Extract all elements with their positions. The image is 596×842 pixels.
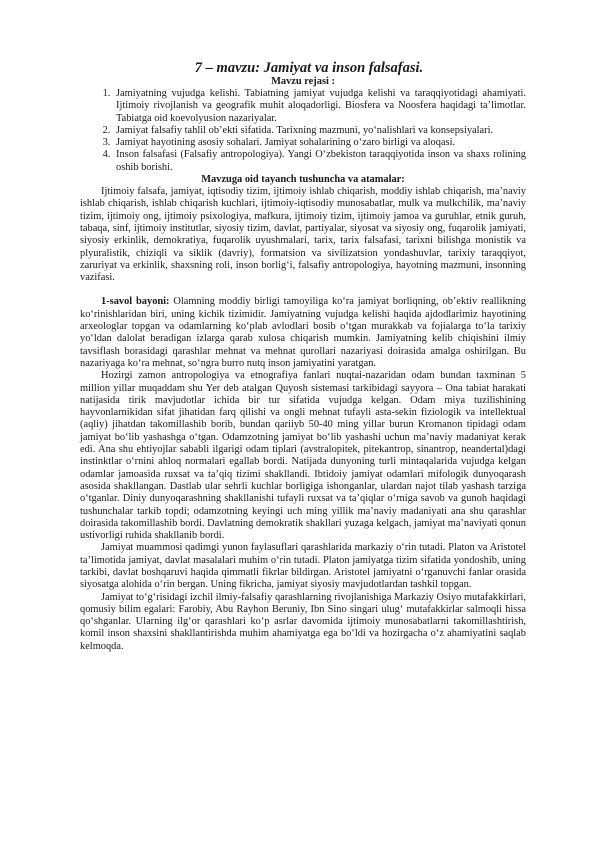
concepts-paragraph: Ijtimoiy falsafa, jamiyat, iqtisodiy tizim, ijtimoiy ishlab chiqarish, moddiy ishlab chiqarish, ma’naviy ishlab chiqarish, ishlab chiqarish kuchlari, ijtimoiy-iqtisodiy munosabatlar, mulk va mulkchilik, ma’naviy tizim, ijtimoiy ong, ijtimoiy psixologiya, mafkura, ijtimoiy tizim, ijtimoiy jamoa va guruhlar, etnik guruh, tabaqa, sinf, ijtimoiy institutlar, siyosiy tizim, davlat, partiyalar, siyosat va siyosiy ong, fuqarolik jamiyati, siyosiy erkinlik, demokratiya, fuqarolik uyushmalari, tarix, tarix falsafasi, tarixni bilishga monistik va plyuralistik, chiziqli va siklik (davriy), formatsion va sivilizatsion yondashuvlar, tarixiy taraqqiyot, zaruriyat va erkinlik, shaxsning roli, inson borlig‘i, falsafiy antropologiya, hayotning mazmuni, insonning vazifasi. [80,186,526,284]
plan-item: 4. Inson falsafasi (Falsafiy antropologiya). Yangi O‘zbekiston taraqqiyotida inson va shaxs rolining oshib borishi. [113,149,526,174]
concepts-heading: Mavzuga oid tayanch tushuncha va atamalar: [201,174,405,186]
plan-heading: Mavzu rejasi : [271,76,335,87]
plan-item: 3. Jamiyat hayotining asosiy sohalari. Jamiyat sohalarining o‘zaro birligi va aloqasi. [113,137,526,149]
body-paragraph-4: Jamiyat to‘g‘risidagi izchil ilmiy-falsafiy qarashlarning rivojlanishiga Markaziy Osiyo mutafakkirlari, qomusiy bilim egalari: Farobiy, Abu Rayhon Beruniy, Ibn Sino singari ulug‘ mutafakkirlar salmoqli hissa qo‘shganlar. Ularning ilg‘or qarashlari ko‘p asrlar davomida ijtimoiy munosabatlarni takomillashtirish, komil inson shaxsini shakllantirishda muhim ahamiyatga ega bo‘ldi va hozirgacha o‘z ahamiyatini saqlab kelmoqda. [80,591,526,652]
body-paragraph-2: Hozirgi zamon antropologiya va etnografiya fanlari nuqtai-nazaridan odam bundan taxminan 5 million yillar muqaddam shu Yer deb atalgan Quyosh sistemasi tarkibidagi sayyora – Ona tabiat harakati natijasida tirik mavjudotlar ichida bir tur sifatida vujudga kelgan. Odam miya tuzilishining hayvonlarnikidan sifat jihatidan farq qilishi va ongli mehnat tufayli asta-sekin fiziologik va intellektual (aqliy) jihatdan takomillashib borib, bundan qariiyb 50-40 ming yillar burun Kromanon tipidagi odam jamiyat bo‘lib yashashga o‘tgan. Odamzotning jamiyat bo‘lib yashashi uchun ma’naviy madaniyat kerak edi. Ana shu ehtiyojlar sababli ilgarigi odam tiplari (avstralopitek, pitekantrop, sinantrop, neandertal)dagi instinktlar o‘rnini ahloq normalari egallab bordi. Natijada dunyoning turli mintaqalarida vujudga kelgan odamlar jamoasida ruxsat va ta’qiq tizimi shakllandi. Ibtidoiy jamiyat odamlari mifologik dunyoqarash asosida shakllangan. Dastlab ular sehrli kuchlar borligiga ishonganlar, ulardan najot tilab yashash tarziga o‘tganlar. Diniy dunyoqarashning shakllanishi tufayli ruxsat va ta’qiqlar o‘rniga savob va gunoh haqidagi tushunchalar tarkib topdi; odamzotning keyingi uch ming yillik ma’naviy madaniyati ana shu qarashlar doirasida takomillashib bordi. Davlatning demokratik shakllari yuzaga kelgach, jamiyat ma’naviyati qonun ustivorligi ruhida shakllanib bordi. [80,370,526,542]
plan-list [80,88,526,174]
question-1-text: Olamning moddiy birligi tamoyiliga ko‘ra jamiyat borliqning, ob’ektiv reallikning ko‘rinishlaridan biri, uning kichik tizimidir. Jamiyatning vujudga kelishi haqida ajdodlarimiz hayotining arxeologlar topgan va odamlarning ko‘plab avlodlari bosib o‘tgan murakkab va fojialarga to‘la tarixiy yo‘ldan dalolat beradigan izlarga qarab xulosa chiqarish mumkin. Jamiyatning kelib chiqishini ilmiy tavsiflash borasidagi qarashlar mehnat va mehnat qurollari nazariyasi doirasida amalga oshirilgan. Bu nazariyaga ko‘ra mehnat, so‘ngra burro nutq inson jamiyatini yaratgan. [80,296,527,369]
plan-item: 2. Jamiyat falsafiy tahlil ob’ekti sifatida. Tarixning mazmuni, yo‘nalishlari va konsepsiyalari. [113,125,526,137]
document-page [80,60,526,653]
page-title: 7 – mavzu: Jamiyat va inson falsafasi. [194,60,424,76]
question-1-label: 1-savol bayoni: [101,296,170,308]
question-1-paragraph [80,296,526,370]
plan-item: 1. Jamiyatning vujudga kelishi. Tabiatning jamiyat vujudga kelishi va taraqqiyotidagi ahamiyati. Ijtimoiy rivojlanish va geografik muhit aloqadorligi. Biosfera va Noosfera haqidagi ta’limotlar. Tabiatga oid koevolyusion nazariyalar. [113,88,526,125]
body-paragraph-3: Jamiyat muammosi qadimgi yunon faylasuflari qarashlarida markaziy o‘rin tutadi. Platon va Aristotel ta’limotida jamiyat, davlat masalalari muhim o‘rin tutadi. Platon jamiyatga tizim sifatida yondoshib, uning tarkibi, davlat boshqaruvi haqida qimmatli fikrlar bildirgan. Aristotel jamiyatni o‘rganuvchi fanlar orasida siyosatga alohida o‘rin bergan. Uning fikricha, jamiyat siyosiy mavjudotlardan tashkil topgan. [80,542,526,591]
